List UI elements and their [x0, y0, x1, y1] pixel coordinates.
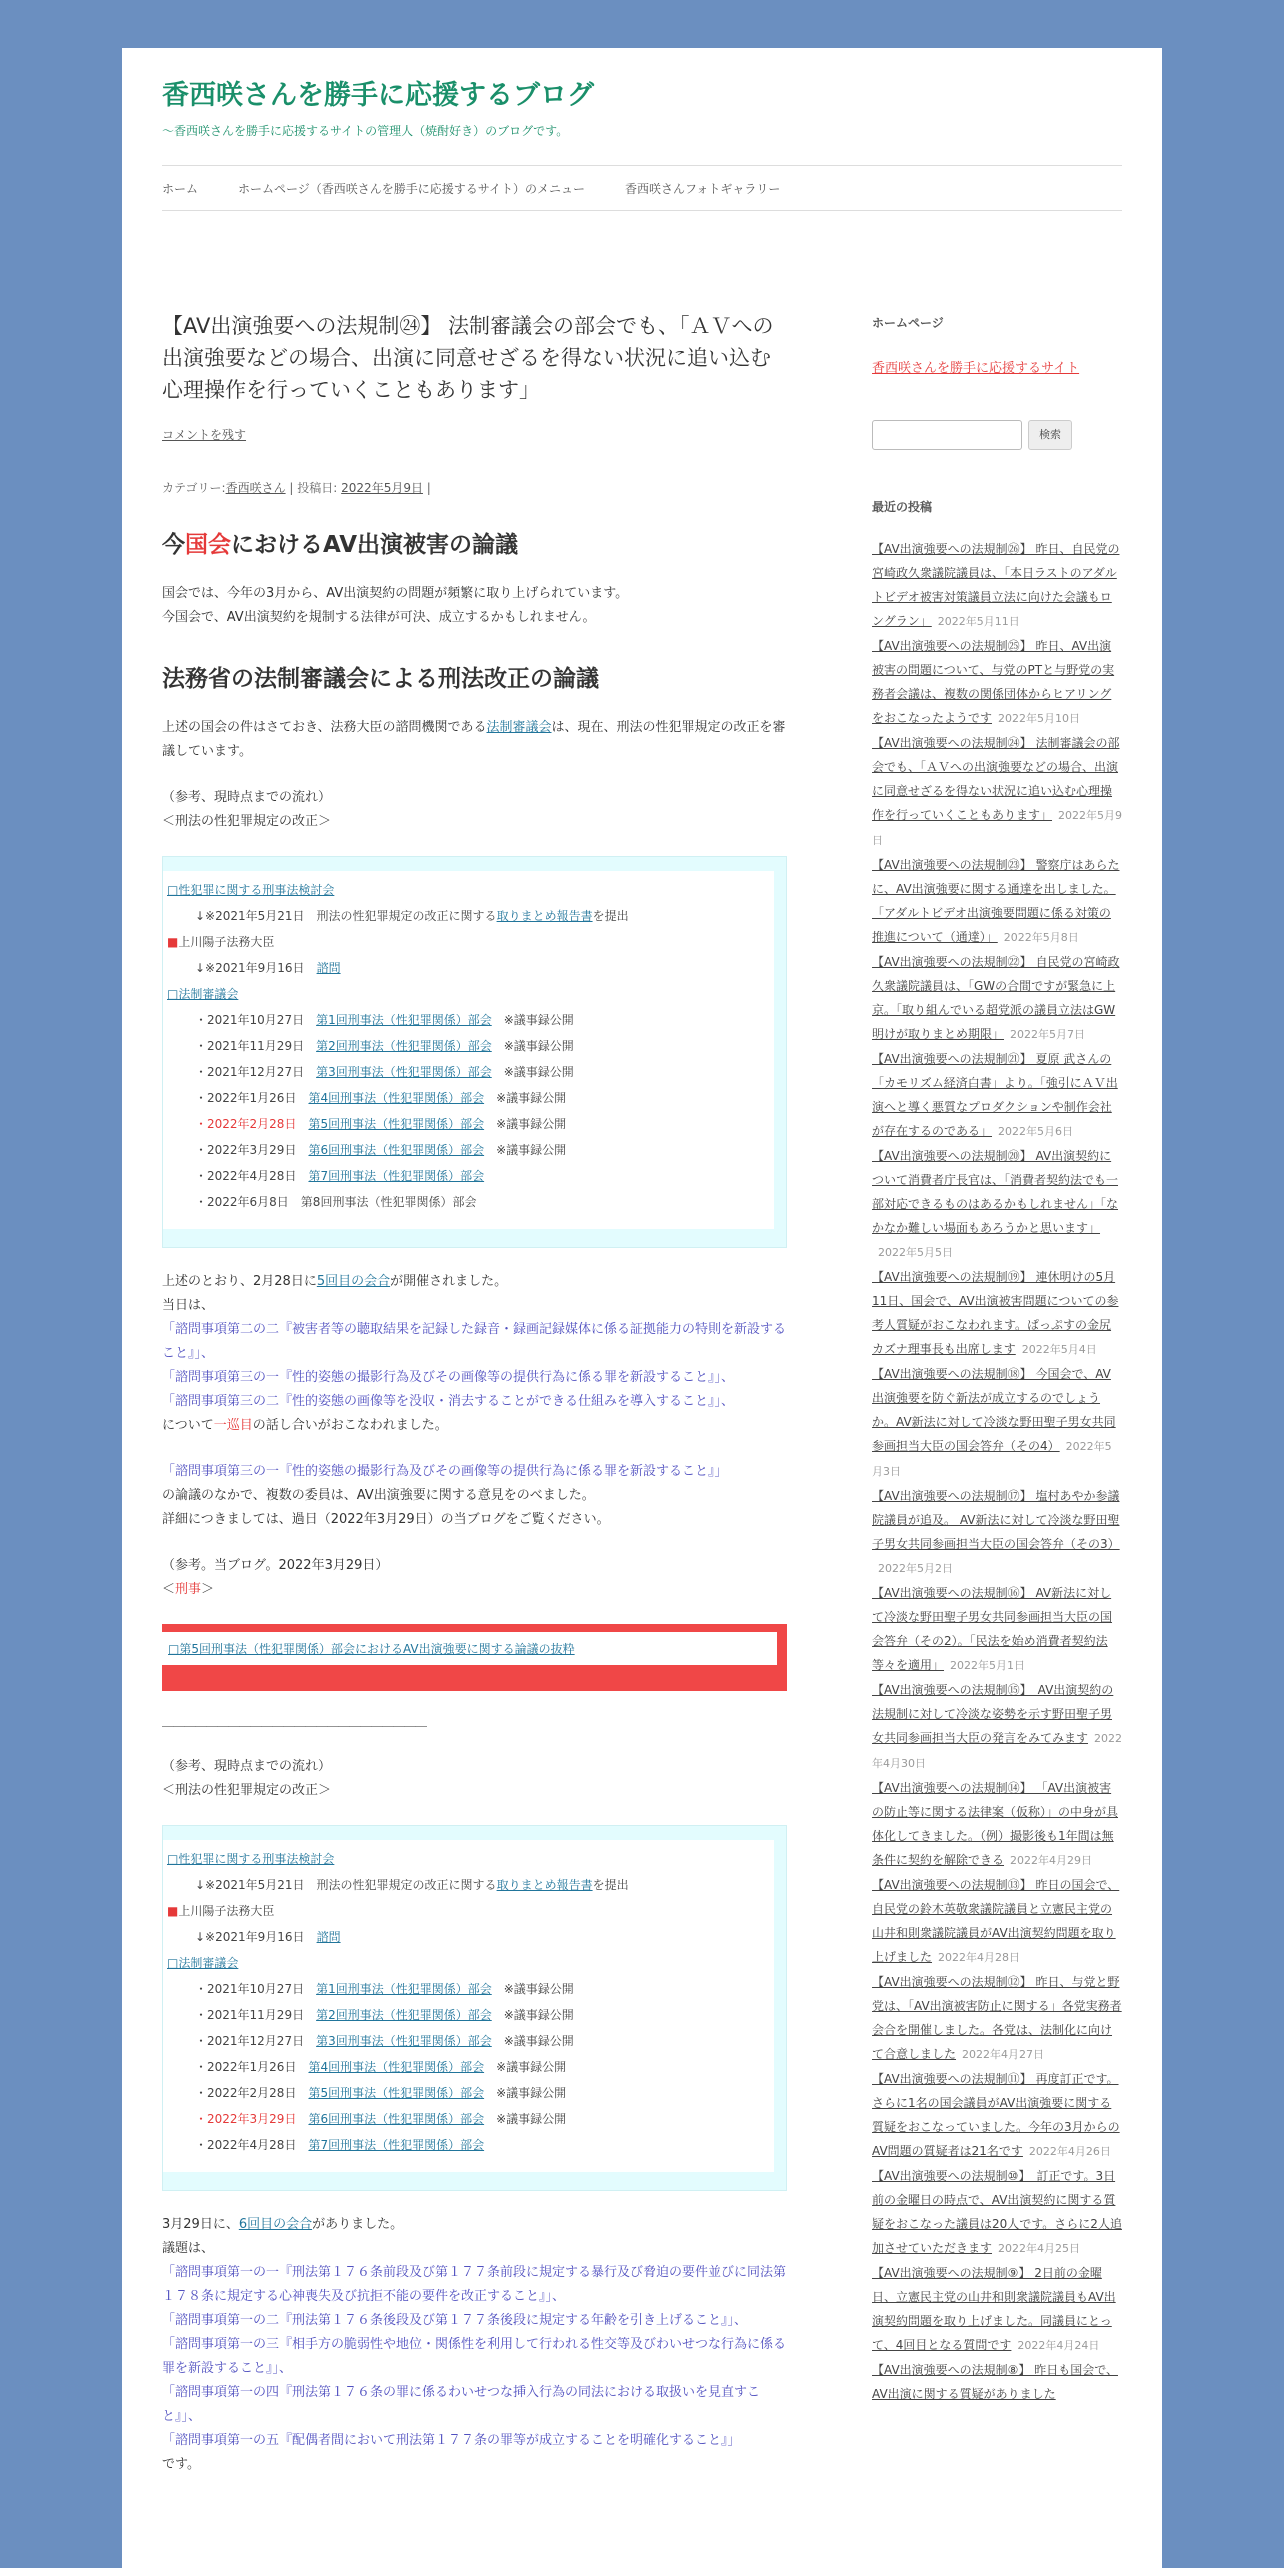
- recent-post-item: [872, 853, 1122, 950]
- recent-post-link[interactable]: 【AV出演強要への法規制㉖】 昨日、自民党の宮崎政久衆議院議員は、「本日ラストのアダルトビデオ被害対策議員立法に向けた会議もロングラン」: [872, 542, 1120, 628]
- timeline-row: ・2022年3月29日 第6回刑事法（性犯罪関係）部会 ※議事録公開: [195, 2112, 567, 2126]
- recent-post-date: 2022年5月4日: [1021, 1343, 1097, 1356]
- meeting-link[interactable]: 第3回刑事法（性犯罪関係）部会: [316, 1065, 492, 1079]
- recent-post-date: 2022年4月29日: [1010, 1854, 1093, 1867]
- entry-title: 【AV出演強要への法規制㉔】 法制審議会の部会でも、「ＡＶへの出演強要などの場合、出演に同意せざるを得ない状況に追い込む心理操作を行っていくこともあります」: [162, 314, 774, 402]
- meeting-link[interactable]: 第3回刑事法（性犯罪関係）部会: [316, 2034, 492, 2048]
- main-content: [162, 258, 787, 2477]
- recent-post-item: [872, 537, 1122, 634]
- meeting6-link[interactable]: 6回目の会合: [238, 2217, 313, 2232]
- recent-post-link[interactable]: 【AV出演強要への法規制⑩】 訂正です。3日前の金曜日の時点で、AV出演契約に関する質疑をおこなった議員は20人です。さらに2人追加させていただきます: [872, 2169, 1122, 2255]
- report-link[interactable]: 取りまとめ報告書: [496, 909, 593, 923]
- meeting5-link[interactable]: 5回目の会合: [316, 1274, 391, 1289]
- shingikai-link-2[interactable]: □法制審議会: [167, 1956, 239, 1970]
- recent-post-link[interactable]: 【AV出演強要への法規制⑳】 AV出演契約について消費者庁長官は、「消費者契約法でも一部対応できるものはあるかもしれません」「なかなか難しい場面もあろうかと思います」: [872, 1149, 1119, 1235]
- recent-post-item: [872, 1776, 1122, 1873]
- meeting-link[interactable]: 第4回刑事法（性犯罪関係）部会: [308, 2060, 485, 2074]
- recent-post-item: [872, 1047, 1122, 1144]
- recent-post-date: 2022年4月30日: [872, 1732, 1123, 1770]
- meeting-link[interactable]: 第5回刑事法（性犯罪関係）部会: [308, 2086, 485, 2100]
- recent-post-link[interactable]: 【AV出演強要への法規制㉕】 昨日、AV出演被害の問題について、与党のPTと与野党の実務者会議は、複数の関係団体からヒアリングをおこなったようです: [872, 639, 1115, 725]
- section-heading-2: 法務省の法制審議会による刑法改正の論議: [162, 666, 599, 692]
- comment-link[interactable]: コメントを残す: [162, 428, 247, 442]
- site-title[interactable]: 香西咲さんを勝手に応援するブログ: [162, 80, 594, 111]
- timeline-row: ・2021年10月27日 第1回刑事法（性犯罪関係）部会 ※議事録公開: [195, 1982, 574, 1996]
- recent-post-item: [872, 1873, 1122, 1970]
- recent-post-item: [872, 731, 1122, 853]
- search-form: [872, 420, 1122, 450]
- timeline-row: ・2021年12月27日 第3回刑事法（性犯罪関係）部会 ※議事録公開: [195, 1065, 574, 1079]
- meeting-link[interactable]: 第7回刑事法（性犯罪関係）部会: [308, 2138, 485, 2152]
- recent-post-link[interactable]: 【AV出演強要への法規制⑫】 昨日、与党と野党は、「AV出演被害防止に関する」各党実務者会合を開催しました。各党は、法制化に向けて合意しました: [872, 1975, 1122, 2061]
- site-description: ～香西咲さんを勝手に応援するサイトの管理人（焼酎好き）のブログです。: [162, 124, 569, 138]
- meeting-link[interactable]: 第7回刑事法（性犯罪関係）部会: [308, 1169, 485, 1183]
- recent-post-item: [872, 2164, 1122, 2261]
- home-widget-title: ホームページ: [872, 316, 944, 330]
- recent-post-link[interactable]: 【AV出演強要への法規制⑯】 AV新法に対して冷淡な野田聖子男女共同参画担当大臣の国会答弁（その2）。「民法を始め消費者契約法等々を適用」: [872, 1586, 1113, 1672]
- meeting-link[interactable]: 第1回刑事法（性犯罪関係）部会: [316, 1982, 492, 1996]
- recent-post-link[interactable]: 【AV出演強要への法規制⑧】 昨日も国会で、AV出演に関する質疑がありました: [872, 2363, 1118, 2401]
- recent-post-link[interactable]: 【AV出演強要への法規制⑪】 再度訂正です。さらに1名の国会議員がAV出演強要に関する質疑をおこなっていました。今年の3月からのAV問題の質疑者は21名です: [872, 2072, 1120, 2158]
- recent-post-item: [872, 1484, 1122, 1581]
- recent-post-item: [872, 1144, 1122, 1265]
- timeline-row: ・2021年11月29日 第2回刑事法（性犯罪関係）部会 ※議事録公開: [195, 2008, 574, 2022]
- search-button[interactable]: 検索: [1028, 420, 1072, 450]
- recent-post-date: 2022年5月3日: [872, 1440, 1112, 1478]
- timeline-row: ・2021年10月27日 第1回刑事法（性犯罪関係）部会 ※議事録公開: [195, 1013, 574, 1027]
- paragraph: 上述の国会の件はさておき、法務大臣の諮問機関である法制審議会は、現在、刑法の性犯罪規定の改正を審議しています。: [162, 720, 786, 759]
- shimon-link-2[interactable]: 諮問: [316, 1930, 341, 1944]
- meeting-link[interactable]: 第6回刑事法（性犯罪関係）部会: [308, 2112, 485, 2126]
- nav-item-menu[interactable]: ホームページ（香西咲さんを勝手に応援するサイト）のメニュー: [238, 181, 585, 196]
- recent-post-date: 2022年5月8日: [1003, 931, 1079, 944]
- page-container: [122, 48, 1162, 2568]
- recent-post-date: 2022年5月9日: [872, 809, 1123, 847]
- recent-post-date: 2022年5月1日: [950, 1659, 1026, 1672]
- date-link[interactable]: 2022年5月9日: [341, 481, 423, 495]
- recent-post-link[interactable]: 【AV出演強要への法規制⑨】 2日前の金曜日、立憲民主党の山井和則衆議院議員もAV出演契約問題を取り上げました。同議員にとって、4回目となる質問です: [872, 2266, 1116, 2352]
- recent-post-link[interactable]: 【AV出演強要への法規制㉓】 警察庁はあらたに、AV出演強要に関する通達を出しました。「アダルトビデオ出演強要問題に係る対策の推進について（通達）」: [872, 858, 1120, 944]
- meeting-link[interactable]: 第2回刑事法（性犯罪関係）部会: [316, 1039, 492, 1053]
- excerpt-box: [162, 1624, 787, 1691]
- recent-post-link[interactable]: 【AV出演強要への法規制㉔】 法制審議会の部会でも、「ＡＶへの出演強要などの場合、出演に同意せざるを得ない状況に追い込む心理操作を行っていくこともあります」: [872, 736, 1120, 822]
- recent-post-item: [872, 1678, 1122, 1776]
- report-link-2[interactable]: 取りまとめ報告書: [496, 1878, 593, 1892]
- paragraph: 3月29日に、6回目の会合がありました。 議題は、 「諮問事項第一の一『刑法第１７６条前段及び第１７７条前段に規定する暴行及び脅迫の要件並びに同法第１７８条に規定する心神喪失及び抗拒不能の要件を改正すること』」、 「諮問事項第一の二『刑法第１７６条後段及び第１７７条後段に規定する年齢を引き上げること』」、 「諮問事項第一の三『相手方の脆弱性や地位・関係性を利用して行われる性交等及びわいせつな行為に係る罪を新設すること』」、 「諮問事項第一の四『刑法第１７６条の罪に係るわいせつな挿入行為の同法における取扱いを見直すこと』」、 「諮問事項第一の五『配偶者間において刑法第１７７条の罪等が成立することを明確化すること』」 です。: [162, 2217, 787, 2472]
- recent-posts-title: 最近の投稿: [872, 500, 933, 514]
- timeline-row: ・2022年3月29日 第6回刑事法（性犯罪関係）部会 ※議事録公開: [195, 1143, 567, 1157]
- recent-post-item: [872, 2358, 1122, 2406]
- home-site-link[interactable]: 香西咲さんを勝手に応援するサイト: [872, 361, 1080, 376]
- paragraph: 上述のとおり、2月28日に5回目の会合が開催されました。 当日は、 「諮問事項第二の二『被害者等の聴取結果を記録した録音・録画記録媒体に係る証拠能力の特則を新設すること』」、 「諮問事項第三の一『性的姿態の撮影行為及びその画像等の提供行為に係る罪を新設すること』」、 「諮問事項第三の二『性的姿態の画像等を没収・消去することができる仕組みを導入すること』」、 について一巡目の話し合いがおこなわれました。: [162, 1274, 787, 1433]
- recent-post-item: [872, 1970, 1122, 2067]
- recent-post-link[interactable]: 【AV出演強要への法規制⑬】 昨日の国会で、自民党の鈴木英敬衆議院議員と立憲民主党の山井和則衆議院議員がAV出演契約問題を取り上げました: [872, 1878, 1120, 1964]
- recent-post-item: [872, 634, 1122, 731]
- search-input[interactable]: [872, 420, 1022, 450]
- recent-post-date: 2022年5月10日: [998, 712, 1081, 725]
- recent-post-item: [872, 2067, 1122, 2164]
- timeline-row: ・2022年1月26日 第4回刑事法（性犯罪関係）部会 ※議事録公開: [195, 2060, 567, 2074]
- divider: ――――――――――――――――――――――――: [162, 1719, 426, 1733]
- meeting-link[interactable]: 第5回刑事法（性犯罪関係）部会: [308, 1117, 485, 1131]
- timeline-box: □性犯罪に関する刑事法検討会 ↓※2021年5月21日 刑法の性犯罪規定の改正に関する取りまとめ報告書を提出 ■上川陽子法務大臣 ↓※2021年9月16日 諮問 □法制審議会 ・2021年10月27日 第1回刑事法（性犯罪関係）部会 ※議事録公開 ・2021年11月29日 第2回刑事法（性犯罪関係）部会 ※議事録公開 ・2021年12月27日 第3回刑事法（性犯罪関係）部会 ※議事録公開 ・2022年1月26日 第4回刑事法（性犯罪関係）部会 ※議事録公開 ・2022年2月28日 第5回刑事法（性犯罪関係）部会 ※議事録公開 ・2022年3月29日 第6回刑事法（性犯罪関係）部会 ※議事録公開 ・2022年4月28日 第7回刑事法（性犯罪関係）部会 ・2022年6月8日 第8回刑事法（性犯罪関係）部会: [162, 856, 787, 1248]
- recent-post-item: [872, 950, 1122, 1047]
- recent-post-item: [872, 1362, 1122, 1484]
- shimon-link[interactable]: 諮問: [316, 961, 341, 975]
- section-heading-1: 今国会におけるAV出演被害の論議: [162, 532, 519, 558]
- paragraph: 「諮問事項第三の一『性的姿態の撮影行為及びその画像等の提供行為に係る罪を新設すること』」 の論議のなかで、複数の委員は、AV出演強要に関する意見をのべました。 詳細につきましては、過日（2022年3月29日）の当ブログをご覧ください。: [162, 1464, 728, 1527]
- recent-post-item: [872, 1581, 1122, 1678]
- paragraph: 国会では、今年の3月から、AV出演契約の問題が頻繁に取り上げられています。 今国会で、AV出演契約を規制する法律が可決、成立するかもしれません。: [162, 586, 629, 625]
- recent-post-date: 2022年5月11日: [937, 615, 1020, 628]
- paragraph: （参考、現時点までの流れ） ＜刑法の性犯罪規定の改正＞: [162, 1759, 332, 1798]
- timeline-row: ・2021年11月29日 第2回刑事法（性犯罪関係）部会 ※議事録公開: [195, 1039, 574, 1053]
- recent-post-link[interactable]: 【AV出演強要への法規制⑱】 今国会で、AV出演強要を防ぐ新法が成立するのでしょうか。AV新法に対して冷淡な野田聖子男女共同参画担当大臣の国会答弁（その4）: [872, 1367, 1116, 1453]
- nav-item-home[interactable]: ホーム: [162, 181, 199, 196]
- excerpt-link[interactable]: □第5回刑事法（性犯罪関係）部会におけるAV出演強要に関する論議の抜粋: [168, 1642, 575, 1656]
- timeline-row: ・2022年2月28日 第5回刑事法（性犯罪関係）部会 ※議事録公開: [195, 2086, 567, 2100]
- kentoukai-link-2[interactable]: □性犯罪に関する刑事法検討会: [167, 1852, 335, 1866]
- entry-meta: カテゴリー:香西咲さん | 投稿日: 2022年5月9日 |: [162, 481, 431, 495]
- recent-post-item: [872, 2261, 1122, 2358]
- recent-post-link[interactable]: 【AV出演強要への法規制⑮】 AV出演契約の法規制に対して冷淡な姿勢を示す野田聖子男女共同参画担当大臣の発言をみてみます: [872, 1683, 1114, 1745]
- recent-post-date: 2022年5月2日: [878, 1562, 953, 1575]
- recent-post-date: 2022年5月6日: [998, 1125, 1074, 1138]
- recent-post-date: 2022年4月25日: [998, 2242, 1081, 2255]
- recent-posts-list: [872, 537, 1122, 2406]
- hoseishingikai-link[interactable]: 法制審議会: [486, 720, 552, 735]
- shingikai-link[interactable]: □法制審議会: [167, 987, 239, 1001]
- recent-post-date: 2022年4月26日: [1028, 2145, 1111, 2158]
- category-link[interactable]: 香西咲さん: [225, 481, 286, 495]
- meeting-link[interactable]: 第2回刑事法（性犯罪関係）部会: [316, 2008, 492, 2022]
- kentoukai-link[interactable]: □性犯罪に関する刑事法検討会: [167, 883, 335, 897]
- recent-post-link[interactable]: 【AV出演強要への法規制⑲】 連休明けの5月11日、国会で、AV出演被害問題についての参考人質疑がおこなわれます。ぱっぷすの金尻カズナ理事長も出席します: [872, 1270, 1119, 1356]
- paragraph: （参考、現時点までの流れ） ＜刑法の性犯罪規定の改正＞: [162, 790, 332, 829]
- recent-post-date: 2022年4月24日: [1017, 2339, 1100, 2352]
- sidebar: [872, 258, 1122, 2406]
- timeline-row: ・2021年12月27日 第3回刑事法（性犯罪関係）部会 ※議事録公開: [195, 2034, 574, 2048]
- recent-post-date: 2022年4月27日: [962, 2048, 1045, 2061]
- timeline-box-2: □性犯罪に関する刑事法検討会 ↓※2021年5月21日 刑法の性犯罪規定の改正に関する取りまとめ報告書を提出 ■上川陽子法務大臣 ↓※2021年9月16日 諮問 □法制審議会 ・2021年10月27日 第1回刑事法（性犯罪関係）部会 ※議事録公開 ・2021年11月29日 第2回刑事法（性犯罪関係）部会 ※議事録公開 ・2021年12月27日 第3回刑事法（性犯罪関係）部会 ※議事録公開 ・2022年1月26日 第4回刑事法（性犯罪関係）部会 ※議事録公開 ・2022年2月28日 第5回刑事法（性犯罪関係）部会 ※議事録公開 ・2022年3月29日 第6回刑事法（性犯罪関係）部会 ※議事録公開 ・2022年4月28日 第7回刑事法（性犯罪関係）部会: [162, 1825, 787, 2191]
- recent-post-item: [872, 1265, 1122, 1362]
- recent-post-date: 2022年4月28日: [938, 1951, 1021, 1964]
- timeline-row: ・2022年2月28日 第5回刑事法（性犯罪関係）部会 ※議事録公開: [195, 1117, 567, 1131]
- meeting-link[interactable]: 第1回刑事法（性犯罪関係）部会: [316, 1013, 492, 1027]
- recent-post-link[interactable]: 【AV出演強要への法規制㉑】 夏原 武さんの「カモリズム経済白書」より。「強引にＡＶ出演へと導く悪質なプロダクションや制作会社が存在するのである」: [872, 1052, 1118, 1138]
- nav-item-gallery[interactable]: 香西咲さんフォトギャラリー: [624, 181, 781, 196]
- recent-post-date: 2022年5月7日: [1010, 1028, 1086, 1041]
- recent-post-date: 2022年5月5日: [878, 1246, 953, 1259]
- main-nav: [162, 165, 1122, 211]
- timeline-row: ・2022年1月26日 第4回刑事法（性犯罪関係）部会 ※議事録公開: [195, 1091, 567, 1105]
- paragraph: （参考。当ブログ。2022年3月29日） ＜刑事＞: [162, 1558, 389, 1597]
- meeting-link[interactable]: 第6回刑事法（性犯罪関係）部会: [308, 1143, 485, 1157]
- timeline-row: ・2022年4月28日 第7回刑事法（性犯罪関係）部会: [195, 2138, 485, 2152]
- meeting-link[interactable]: 第4回刑事法（性犯罪関係）部会: [308, 1091, 485, 1105]
- recent-post-link[interactable]: 【AV出演強要への法規制⑰】 塩村あやか参議院議員が追及。 AV新法に対して冷淡な野田聖子男女共同参画担当大臣の国会答弁（その3）: [872, 1489, 1120, 1551]
- recent-post-link[interactable]: 【AV出演強要への法規制⑭】 「AV出演被害の防止等に関する法律案（仮称）」の中身が具体化してきました。（例）撮影後も1年間は無条件に契約を解除できる: [872, 1781, 1119, 1867]
- recent-post-link[interactable]: 【AV出演強要への法規制㉒】 自民党の宮崎政久衆議院議員は、「GWの合間ですが緊急に上京。「取り組んでいる超党派の議員立法はGW明けが取りまとめ期限」: [872, 955, 1120, 1041]
- timeline-row: ・2022年4月28日 第7回刑事法（性犯罪関係）部会: [195, 1169, 485, 1183]
